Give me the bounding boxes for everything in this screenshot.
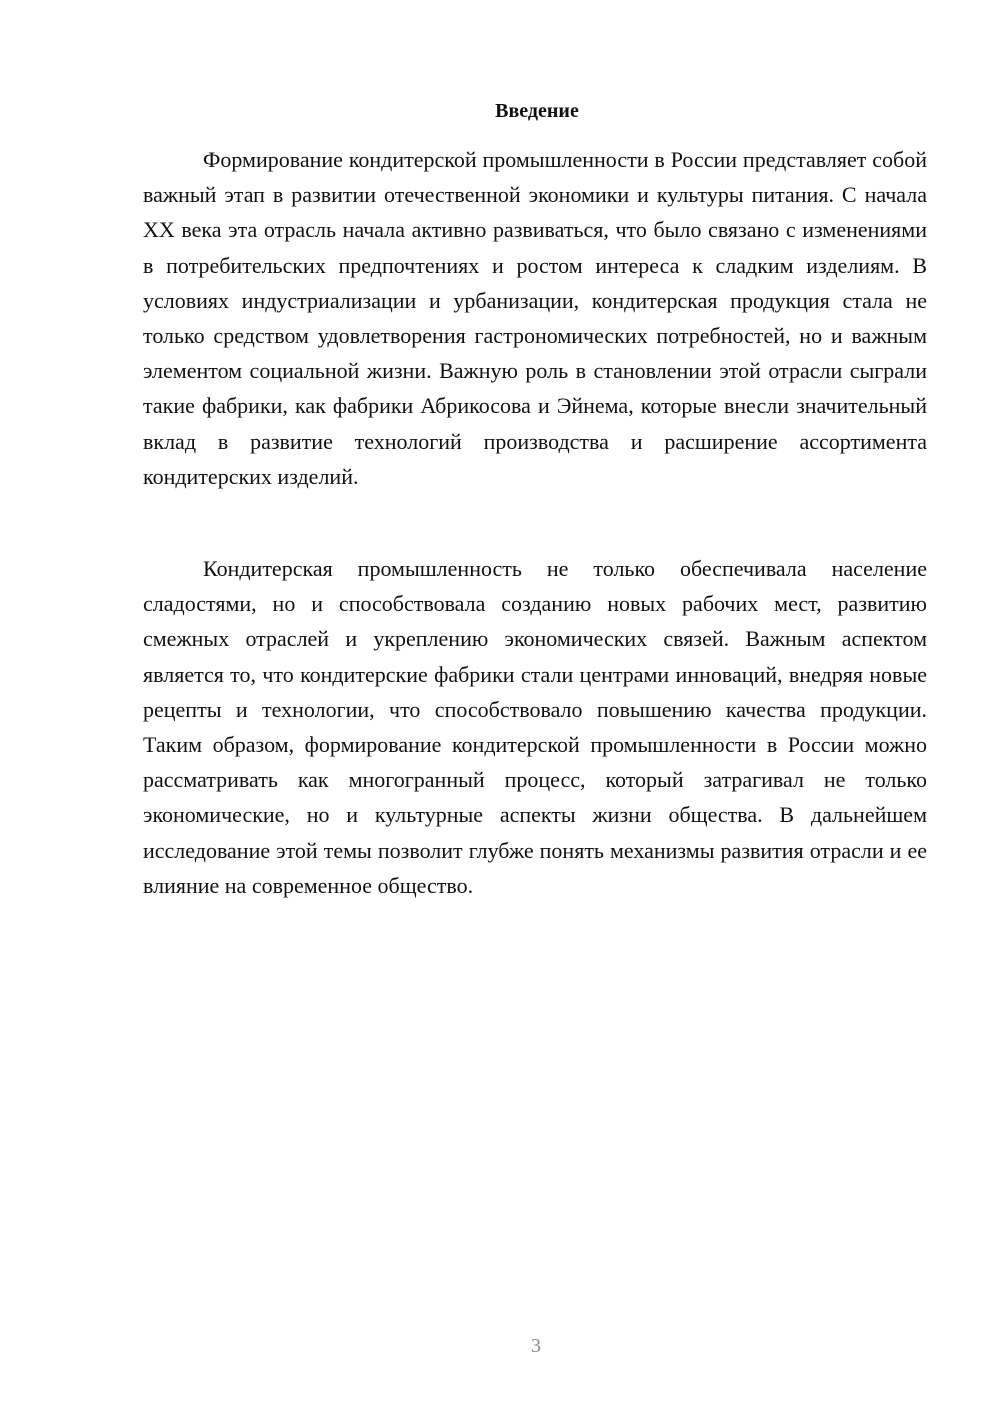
page-number: 3 [531,1335,541,1357]
paragraph-text: Кондитерская промышленность не только обеспечивала население сладостями, но и способствовала созданию новых рабочих мест, развитию смежных отраслей и укреплению экономических связей. Важным аспектом является то, что кондитерские фабрики стали центрами инноваций, внедряя новые рецепты и технологии, что способствовало повышению качества продукции. Таким образом, формирование кондитерской промышленности в России можно рассматривать как многогранный процесс, который затрагивал не только экономические, но и культурные аспекты жизни общества. В дальнейшем исследование этой темы позволит глубже понять механизмы развития отрасли и ее влияние на современное общество. [143,556,927,898]
paragraph-2 [143,551,927,903]
section-heading: Введение [495,100,579,122]
paragraph-1 [143,142,927,494]
paragraph-text: Формирование кондитерской промышленности в России представляет собой важный этап в развитии отечественной экономики и культуры питания. С начала XX века эта отрасль начала активно развиваться, что было связано с изменениями в потребительских предпочтениях и ростом интереса к сладким изделиям. В условиях индустриализации и урбанизации, кондитерская продукция стала не только средством удовлетворения гастрономических потребностей, но и важным элементом социальной жизни. Важную роль в становлении этой отрасли сыграли такие фабрики, как фабрики Абрикосова и Эйнема, которые внесли значительный вклад в развитие технологий производства и расширение ассортимента кондитерских изделий. [143,147,927,489]
